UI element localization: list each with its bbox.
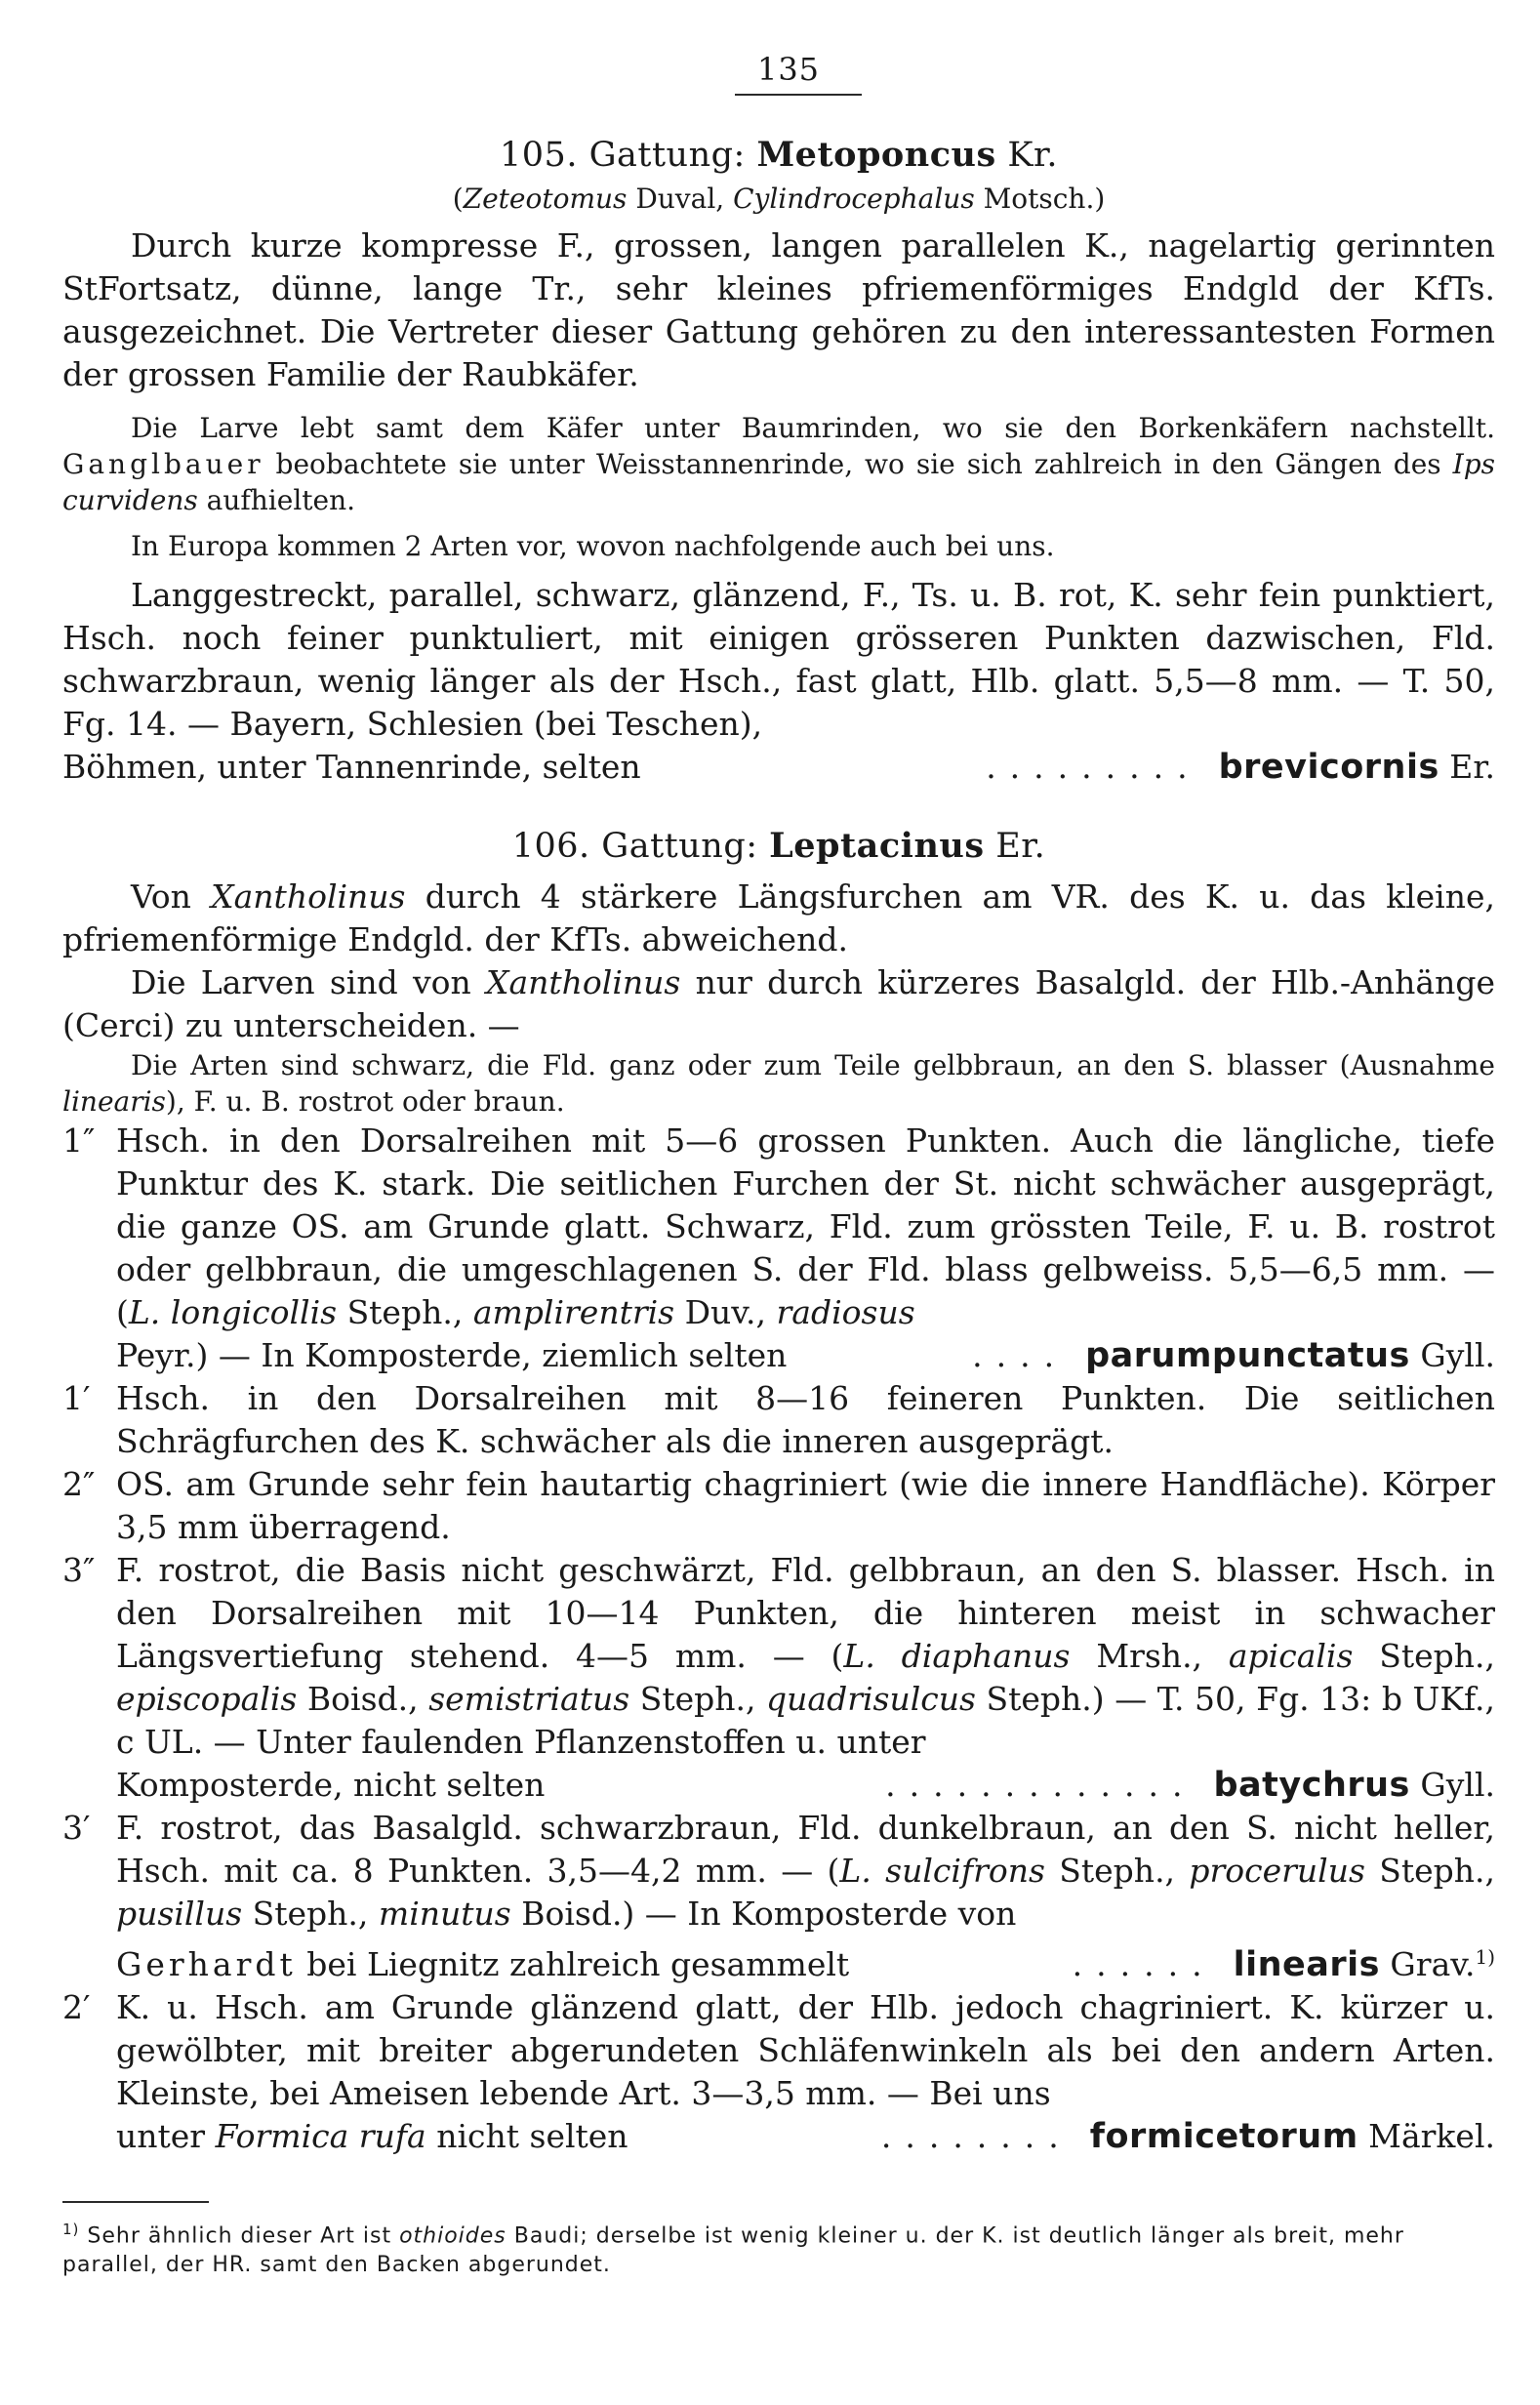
e1-t2: Steph., bbox=[337, 1293, 473, 1331]
e3-t5: Steph., bbox=[629, 1680, 767, 1718]
species-formicetorum: formicetorum bbox=[1089, 2117, 1358, 2156]
e3-t4: Boisd., bbox=[297, 1680, 429, 1718]
g106-p2-b: nur durch kürzeres Basalgld. der Hlb.-Anhänge (Cerci) zu unterscheiden. — bbox=[62, 963, 1495, 1044]
key-entry-1a bbox=[62, 1120, 1495, 1377]
species-brevicornis-desc: Langgestreckt, parallel, schwarz, glänzend, F., Ts. u. B. rot, K. sehr fein punktiert, Hsch. noch feiner punktuliert, mit einigen grösseren Punkten dazwischen, Fld. schwarzbraun, wenig länger als der Hsch., fast glatt, Hlb. glatt. 5,5—8 mm. — T. 50, Fg. 14. — Bayern, Schlesien (bei Teschen), bbox=[62, 576, 1495, 743]
genus-106-prefix: 106. Gattung: bbox=[511, 827, 770, 866]
species-brevicornis: brevicornis bbox=[1218, 748, 1439, 787]
e1-syn1: L. longicollis bbox=[128, 1293, 338, 1331]
g106-p1-b: durch 4 stärkere Längsfurchen am VR. des K. u. das kleine, pfriemenförmige Endgld. der KfTs. abweichend. bbox=[62, 877, 1495, 958]
formica-rufa: Formica rufa bbox=[215, 2117, 426, 2155]
species-formicetorum-author: Märkel. bbox=[1358, 2117, 1495, 2155]
e1-last-line bbox=[116, 1334, 1495, 1377]
e1-t3: Duv., bbox=[674, 1293, 777, 1331]
larva-text-c: aufhielten. bbox=[197, 484, 356, 516]
syn-end: Motsch.) bbox=[974, 183, 1106, 215]
page-number: 135 bbox=[756, 51, 821, 88]
species-parumpunctatus: parumpunctatus bbox=[1085, 1336, 1410, 1375]
xantholinus-2: Xantholinus bbox=[485, 963, 681, 1001]
linearis-ref: linearis bbox=[62, 1085, 166, 1118]
key-body bbox=[116, 1986, 1495, 2158]
footnote bbox=[62, 2215, 1495, 2280]
genus-105-larva bbox=[62, 410, 1495, 518]
genus-106-description bbox=[62, 876, 1495, 961]
species-linearis-author: Grav. bbox=[1379, 1945, 1476, 1983]
species-brevicornis-author: Er. bbox=[1439, 748, 1495, 786]
e3b-t2: Steph., bbox=[1044, 1852, 1190, 1890]
larva-text-b: beobachtete sie unter Weisstannenrinde, wo sie sich zahlreich in den Gängen des bbox=[263, 448, 1453, 480]
genus-106-colors bbox=[62, 1047, 1495, 1120]
e3-syn5: quadrisulcus bbox=[766, 1680, 976, 1718]
species-batychrus: batychrus bbox=[1213, 1766, 1410, 1805]
e3b-last: bei Liegnitz zahlreich gesammelt bbox=[296, 1945, 850, 1983]
e3b-syn1: L. sulcifrons bbox=[839, 1852, 1045, 1890]
genus-106-name: Leptacinus bbox=[769, 826, 985, 866]
genus-106-author: Er. bbox=[984, 827, 1046, 866]
species-parumpunctatus-author: Gyll. bbox=[1409, 1336, 1495, 1374]
key-label: 1″ bbox=[62, 1121, 96, 1160]
author-ganglbauer: Ganglbauer bbox=[62, 448, 264, 480]
e3-last-line bbox=[116, 1764, 1495, 1807]
e3-t6: Steph.) — T. 50, Fg. 13: b UKf., c UL. — Unter faulenden Pflanzenstoffen u. unter bbox=[116, 1680, 1495, 1761]
key-label: 2′ bbox=[62, 1988, 91, 2026]
syn-open: ( bbox=[452, 183, 464, 215]
e3-last: Komposterde, nicht selten bbox=[116, 1766, 546, 1804]
othioides: othioides bbox=[399, 2223, 507, 2249]
genus-105-author: Kr. bbox=[995, 136, 1058, 175]
e1-syn3: radiosus bbox=[776, 1293, 915, 1331]
larva-text-a: Die Larve lebt samt dem Käfer unter Baumrinden, wo sie den Borkenkäfern nachstellt. bbox=[131, 412, 1495, 444]
genus-105-description: Durch kurze kompresse F., grossen, langen parallelen K., nagelartig gerinnten StFortsatz, dünne, lange Tr., sehr kleines pfriemenförmiges Endgld der KfTs. ausgezeichnet. Die Vertreter dieser Gattung gehören zu den interessantesten Formen der grossen Familie der Raubkäfer. bbox=[62, 226, 1495, 393]
brevicornis-last-text: Böhmen, unter Tannenrinde, selten bbox=[62, 748, 641, 786]
e3-syn2: apicalis bbox=[1228, 1637, 1354, 1675]
genus-105-prefix: 105. Gattung: bbox=[500, 136, 757, 175]
key-label: 1′ bbox=[62, 1379, 91, 1417]
e3-syn3: episcopalis bbox=[116, 1680, 298, 1718]
genus-105-heading bbox=[62, 135, 1495, 175]
e3-syn1: L. diaphanus bbox=[843, 1637, 1071, 1675]
e2b-last-b: nicht selten bbox=[426, 2117, 628, 2155]
ips-curvidens: Ips curvidens bbox=[62, 448, 1495, 516]
e1-last: Peyr.) — In Komposterde, ziemlich selten bbox=[116, 1336, 788, 1374]
author-gerhardt: Gerhardt bbox=[116, 1945, 297, 1983]
footnote-b: Baudi; derselbe ist wenig kleiner u. der K. ist deutlich länger als breit, mehr parallel, der HR. samt den Backen abgerundet. bbox=[62, 2223, 1404, 2278]
synonym-cylindrocephalus: Cylindrocephalus bbox=[733, 183, 975, 215]
e1-text: Hsch. in den Dorsalreihen mit 5—6 grossen Punkten. Auch die längliche, tiefe Punktur des K. stark. Die seitlichen Furchen der St. nicht schwächer ausgeprägt, die ganze OS. am Grunde glatt. Schwarz, Fld. zum grössten Teile, F. u. B. rostrot oder gelbbraun, die umgeschlagenen S. der Fld. blass gelbweiss. 5,5—6,5 mm. — ( bbox=[116, 1121, 1495, 1331]
e2b-text: K. u. Hsch. am Grunde glänzend glatt, der Hlb. jedoch chagriniert. K. kürzer u. gewölbter, mit breiter abgerundeten Schläfenwinkeln als bei den andern Arten. Kleinste, bei Ameisen lebende Art. 3—3,5 mm. — Bei uns bbox=[116, 1988, 1495, 2112]
e3b-t4: Steph., bbox=[242, 1895, 379, 1933]
footnote-reference: 1) bbox=[1475, 1945, 1495, 1969]
e3b-text: F. rostrot, das Basalgld. schwarzbraun, Fld. dunkelbraun, an den S. nicht heller, Hsch. mit ca. 8 Punkten. 3,5—4,2 mm. — ( bbox=[116, 1809, 1495, 1890]
genus-106-heading bbox=[62, 826, 1495, 866]
species-linearis: linearis bbox=[1233, 1945, 1380, 1984]
g106-p3-b: ), F. u. B. rostrot oder braun. bbox=[165, 1085, 565, 1118]
footnote-rule bbox=[62, 2201, 209, 2203]
key-entry-3a bbox=[62, 1549, 1495, 1807]
g106-p2-a: Die Larven sind von bbox=[131, 963, 486, 1001]
g106-p3-a: Die Arten sind schwarz, die Fld. ganz oder zum Teile gelbbraun, an den S. blasser (Ausnahme bbox=[131, 1049, 1495, 1081]
xantholinus-1: Xantholinus bbox=[211, 877, 406, 916]
leader-dots: ......... bbox=[986, 748, 1201, 786]
e3-t3: Steph., bbox=[1353, 1637, 1495, 1675]
key-body bbox=[116, 1120, 1495, 1377]
e3b-t5: Boisd.) — In Komposterde von bbox=[510, 1895, 1017, 1933]
key-label: 3″ bbox=[62, 1551, 96, 1589]
key-body bbox=[116, 1549, 1495, 1807]
e2b-last-a: unter bbox=[116, 2117, 216, 2155]
e3-syn4: semistriatus bbox=[428, 1680, 630, 1718]
e3b-syn4: minutus bbox=[378, 1895, 511, 1933]
g106-p1-a: Von bbox=[131, 877, 212, 916]
key-body: OS. am Grunde sehr fein hautartig chagriniert (wie die innere Handfläche). Körper 3,5 mm überragend. bbox=[116, 1465, 1495, 1546]
key-label: 3′ bbox=[62, 1809, 91, 1847]
page-number-rule bbox=[735, 94, 862, 96]
genus-106-larva bbox=[62, 961, 1495, 1047]
genus-105-name: Metoponcus bbox=[756, 135, 996, 175]
key-entry-2a bbox=[62, 1463, 1495, 1549]
key-entry-3b bbox=[62, 1807, 1495, 1986]
e3-text: F. rostrot, die Basis nicht geschwärzt, Fld. gelbbraun, an den S. blasser. Hsch. in den Dorsalreihen mit 10—14 Punkten, die hinteren meist in schwacher Längsvertiefung stehend. 4—5 mm. — ( bbox=[116, 1551, 1495, 1675]
e3b-t3: Steph., bbox=[1364, 1852, 1496, 1890]
e3b-last-line bbox=[116, 1936, 1495, 1986]
e3b-syn2: procerulus bbox=[1189, 1852, 1365, 1890]
leader-dots: ............. bbox=[885, 1766, 1196, 1804]
e1-syn2: amplirentris bbox=[472, 1293, 675, 1331]
key-entry-1b bbox=[62, 1377, 1495, 1463]
e3b-syn3: pusillus bbox=[116, 1895, 243, 1933]
leader-dots: ........ bbox=[880, 2117, 1073, 2155]
synonym-zeteotomus: Zeteotomus bbox=[463, 183, 628, 215]
footnote-mark: 1) bbox=[62, 2221, 80, 2238]
species-batychrus-author: Gyll. bbox=[1409, 1766, 1495, 1804]
page bbox=[62, 51, 1495, 2280]
e2b-last-line bbox=[116, 2115, 1495, 2158]
e3-t2: Mrsh., bbox=[1070, 1637, 1229, 1675]
leader-dots: ...... bbox=[1072, 1945, 1216, 1983]
genus-105-synonyms bbox=[62, 183, 1495, 215]
footnote-a: Sehr ähnlich dieser Art ist bbox=[79, 2223, 400, 2249]
syn-mid: Duval, bbox=[627, 183, 734, 215]
species-brevicornis-line bbox=[62, 746, 1495, 789]
genus-105-europa: In Europa kommen 2 Arten vor, wovon nachfolgende auch bei uns. bbox=[131, 530, 1055, 562]
key-body bbox=[116, 1807, 1495, 1986]
key-body: Hsch. in den Dorsalreihen mit 8—16 feineren Punkten. Die seitlichen Schrägfurchen des K. schwächer als die inneren ausgeprägt. bbox=[116, 1379, 1495, 1460]
key-entry-2b bbox=[62, 1986, 1495, 2158]
key-label: 2″ bbox=[62, 1465, 96, 1503]
leader-dots: .... bbox=[972, 1336, 1069, 1374]
